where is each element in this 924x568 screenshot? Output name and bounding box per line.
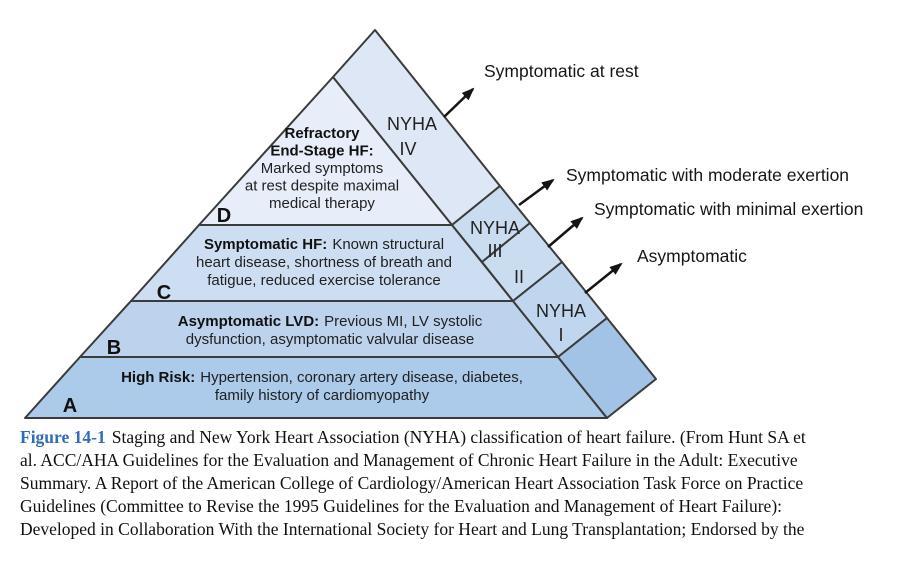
arrow-line <box>585 264 621 293</box>
stage-letter-a: A <box>62 395 78 417</box>
arrow-label-symptomatic-moderate-exertion: Symptomatic with moderate exertion <box>566 165 850 185</box>
figure-caption <box>20 426 912 541</box>
stage-d-desc-line2: at rest despite maximal <box>244 177 400 195</box>
arrow-line <box>548 218 582 247</box>
stage-letter-d: D <box>216 205 232 227</box>
arrow-symptomatic-minimal-exertion <box>548 218 582 247</box>
nyha-i-numeral: I <box>558 325 564 345</box>
arrow-label-asymptomatic: Asymptomatic <box>637 246 747 266</box>
arrow-symptomatic-moderate-exertion <box>519 180 553 205</box>
stage-a-desc-line2: family history of cardiomyopathy <box>214 387 430 404</box>
stage-b-desc-line1: Asymptomatic LVD: Previous MI, LV systolic <box>177 313 483 330</box>
nyha-iv-numeral: IV <box>399 139 417 159</box>
figure-caption-label: Figure 14-1 <box>20 427 106 447</box>
stage-letter-b: B <box>106 337 122 359</box>
arrow-symptomatic-at-rest <box>444 89 473 117</box>
figure-caption-line1-text: Staging and New York Heart Association (NYHA) classification of heart failure. (From Hunt SA et <box>111 427 806 447</box>
nyha-ii-numeral: II <box>513 267 525 287</box>
arrow-label-symptomatic-at-rest: Symptomatic at rest <box>484 61 639 81</box>
stage-c-desc-line2: heart disease, shortness of breath and <box>196 254 452 271</box>
nyha-iii-numeral: III <box>487 241 503 261</box>
nyha-iii-label: NYHA <box>469 218 521 238</box>
stage-c-desc-line3: fatigue, reduced exercise tolerance <box>207 272 441 289</box>
stage-a-desc-line1: High Risk: Hypertension, coronary artery disease, diabetes, <box>121 369 523 386</box>
arrow-line <box>444 89 473 117</box>
stage-d-title-line2: End-Stage HF: <box>270 142 374 160</box>
figure-caption-line5: Developed in Collaboration With the International Society for Heart and Lung Transplantation; Endorsed by the <box>20 519 805 539</box>
figure-caption-line1 <box>20 426 912 449</box>
figure-caption-line4: Guidelines (Committee to Revise the 1995 Guidelines for the Evaluation and Management of Heart Failure): <box>20 496 783 516</box>
stage-d-desc-line1: Marked symptoms <box>260 160 384 177</box>
arrow-asymptomatic <box>585 264 621 293</box>
stage-d-desc-line3: medical therapy <box>269 195 375 212</box>
stage-letter-c: C <box>156 282 172 304</box>
arrow-line <box>519 180 553 205</box>
stage-b-desc-line2: dysfunction, asymptomatic valvular disease <box>185 331 475 348</box>
nyha-i-label: NYHA <box>535 301 587 321</box>
nyha-iv-label: NYHA <box>386 114 438 134</box>
arrow-label-symptomatic-minimal-exertion: Symptomatic with minimal exertion <box>594 199 864 219</box>
figure-caption-line2: al. ACC/AHA Guidelines for the Evaluation and Management of Chronic Heart Failure in the Adult: Executive <box>20 450 798 470</box>
figure-caption-line3: Summary. A Report of the American College of Cardiology/American Heart Association Task Force on Practice <box>20 473 804 493</box>
stage-c-desc-line1: Symptomatic HF: Known structural <box>203 236 445 253</box>
stage-d-title-line1: Refractory <box>284 125 360 142</box>
